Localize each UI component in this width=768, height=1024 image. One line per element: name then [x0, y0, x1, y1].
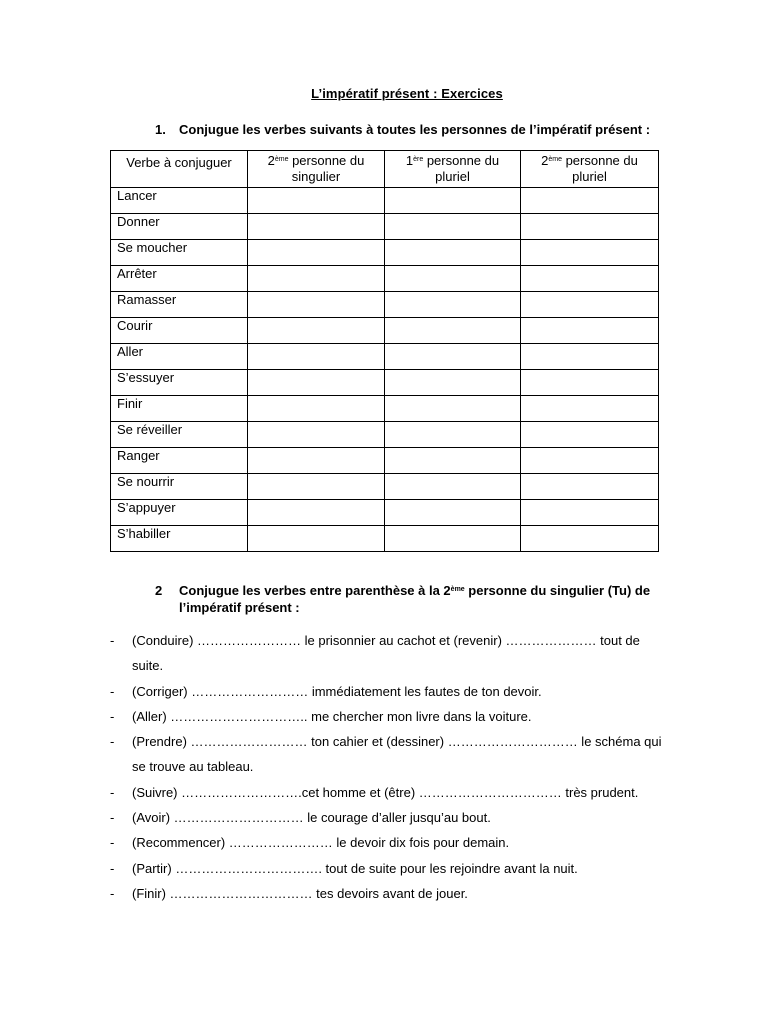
answer-cell[interactable] — [248, 292, 385, 318]
answer-cell[interactable] — [385, 422, 521, 448]
exercise-text: (Avoir) ………………………… le courage d’aller jusqu’au bout. — [132, 810, 491, 826]
verb-cell: Aller — [111, 344, 248, 370]
verb-cell: S’essuyer — [111, 370, 248, 396]
verb-cell: Se nourrir — [111, 474, 248, 500]
table-body — [111, 188, 659, 552]
answer-cell[interactable] — [521, 188, 659, 214]
table-row — [111, 474, 659, 500]
section-2-instruction-post: personne du singulier (Tu) de — [464, 583, 651, 598]
answer-cell[interactable] — [521, 240, 659, 266]
section-2-instruction-line2: l’impératif présent : — [179, 600, 300, 615]
exercise-text: (Conduire) …………………… le prisonnier au cachot et (revenir) ………………… tout de suite. — [132, 633, 640, 674]
bullet-dash: - — [110, 860, 115, 876]
table-row — [111, 500, 659, 526]
answer-cell[interactable] — [385, 318, 521, 344]
table-row — [111, 266, 659, 292]
answer-cell[interactable] — [248, 396, 385, 422]
answer-cell[interactable] — [248, 344, 385, 370]
header-2s-text: personne du — [288, 153, 365, 168]
verb-cell: S’habiller — [111, 526, 248, 552]
answer-cell[interactable] — [385, 500, 521, 526]
header-2s-sup: ème — [274, 156, 289, 163]
list-item — [110, 628, 670, 679]
exercise-text: (Corriger) ……………………… immédiatement les fautes de ton devoir. — [132, 683, 542, 699]
section-2-heading — [155, 582, 675, 618]
answer-cell[interactable] — [521, 214, 659, 240]
answer-cell[interactable] — [521, 266, 659, 292]
exercise-text: (Partir) ……………………………. tout de suite pour les rejoindre avant la nuit. — [132, 860, 578, 876]
exercise-text: (Suivre) ……………………….cet homme et (être) …………………………… très prudent. — [132, 784, 639, 800]
answer-cell[interactable] — [385, 292, 521, 318]
header-1p-line2: pluriel — [435, 169, 470, 184]
table-row — [111, 214, 659, 240]
answer-cell[interactable] — [521, 370, 659, 396]
conjugation-table — [110, 150, 659, 552]
answer-cell[interactable] — [248, 448, 385, 474]
table-header-row — [111, 151, 659, 188]
table-row — [111, 240, 659, 266]
header-2s-line2: singulier — [291, 169, 341, 184]
bullet-dash: - — [110, 784, 115, 800]
answer-cell[interactable] — [248, 214, 385, 240]
answer-cell[interactable] — [248, 266, 385, 292]
header-verb — [111, 151, 248, 188]
exercise-text: (Recommencer) …………………… le devoir dix fois pour demain. — [132, 835, 510, 851]
answer-cell[interactable] — [521, 422, 659, 448]
exercise-text: (Finir) …………………………… tes devoirs avant de jouer. — [132, 885, 468, 901]
answer-cell[interactable] — [521, 318, 659, 344]
verb-cell: Finir — [111, 396, 248, 422]
verb-cell: Arrêter — [111, 266, 248, 292]
answer-cell[interactable] — [248, 318, 385, 344]
header-1st-plural — [385, 151, 521, 188]
bullet-dash: - — [110, 734, 115, 750]
bullet-dash: - — [110, 835, 115, 851]
header-2s-number: 2 — [267, 153, 275, 168]
verb-cell: Lancer — [111, 188, 248, 214]
answer-cell[interactable] — [385, 396, 521, 422]
answer-cell[interactable] — [248, 422, 385, 448]
list-item — [110, 881, 670, 906]
answer-cell[interactable] — [248, 188, 385, 214]
list-item — [110, 805, 670, 830]
verb-cell: Se moucher — [111, 240, 248, 266]
table-row — [111, 448, 659, 474]
header-2p-text: personne du — [561, 153, 638, 168]
answer-cell[interactable] — [385, 344, 521, 370]
bullet-dash: - — [110, 810, 115, 826]
table-row — [111, 396, 659, 422]
verb-cell: Ramasser — [111, 292, 248, 318]
list-item — [110, 704, 670, 729]
header-1p-number: 1 — [405, 153, 414, 168]
answer-cell[interactable] — [385, 474, 521, 500]
list-item — [110, 729, 670, 780]
table-row — [111, 318, 659, 344]
bullet-dash: - — [110, 885, 115, 901]
answer-cell[interactable] — [521, 448, 659, 474]
header-2nd-singular — [248, 151, 385, 188]
header-verb-label: Verbe à conjuguer — [126, 155, 232, 170]
bullet-dash: - — [110, 633, 115, 648]
answer-cell[interactable] — [521, 396, 659, 422]
exercise-list — [110, 628, 670, 906]
answer-cell[interactable] — [521, 344, 659, 370]
verb-cell: Ranger — [111, 448, 248, 474]
header-2p-line2: pluriel — [572, 169, 607, 184]
section-2-number: 2 — [155, 583, 163, 598]
answer-cell[interactable] — [385, 214, 521, 240]
section-2-instruction — [179, 582, 650, 616]
verb-cell: S’appuyer — [111, 500, 248, 526]
bullet-dash: - — [110, 708, 115, 724]
answer-cell[interactable] — [385, 188, 521, 214]
page-title: L’impératif présent : Exercices — [311, 86, 503, 101]
answer-cell[interactable] — [385, 266, 521, 292]
verb-cell: Courir — [111, 318, 248, 344]
section-2-instruction-pre: Conjugue les verbes entre parenthèse à la 2 — [179, 583, 451, 598]
list-item — [110, 856, 670, 881]
section-2-instruction-sup: ème — [450, 586, 465, 593]
header-1p-sup: ère — [413, 156, 424, 163]
section-1-number: 1. — [155, 122, 166, 137]
answer-cell[interactable] — [385, 240, 521, 266]
answer-cell[interactable] — [385, 448, 521, 474]
list-item — [110, 679, 670, 704]
header-1p-text: personne du — [423, 153, 500, 168]
table-row — [111, 344, 659, 370]
section-1-instruction: Conjugue les verbes suivants à toutes les personnes de l’impératif présent : — [179, 122, 651, 137]
table-row — [111, 370, 659, 396]
exercise-text: (Aller) ………………………….. me chercher mon livre dans la voiture. — [132, 708, 532, 724]
header-2p-number: 2 — [541, 153, 549, 168]
list-item — [110, 830, 670, 855]
table-row — [111, 292, 659, 318]
answer-cell[interactable] — [385, 526, 521, 552]
table-row — [111, 422, 659, 448]
answer-cell[interactable] — [521, 526, 659, 552]
answer-cell[interactable] — [248, 526, 385, 552]
bullet-dash: - — [110, 683, 115, 699]
answer-cell[interactable] — [248, 500, 385, 526]
verb-cell: Se réveiller — [111, 422, 248, 448]
answer-cell[interactable] — [521, 292, 659, 318]
exercise-text: (Prendre) ……………………… ton cahier et (dessiner) ………………………… le schéma qui se trouve au tableau. — [132, 734, 662, 775]
header-2nd-plural — [521, 151, 659, 188]
table-row — [111, 188, 659, 214]
list-item — [110, 780, 670, 805]
answer-cell[interactable] — [385, 370, 521, 396]
answer-cell[interactable] — [248, 474, 385, 500]
answer-cell[interactable] — [248, 240, 385, 266]
verb-cell: Donner — [111, 214, 248, 240]
header-2p-sup: ème — [548, 156, 562, 163]
answer-cell[interactable] — [521, 474, 659, 500]
answer-cell[interactable] — [248, 370, 385, 396]
answer-cell[interactable] — [521, 500, 659, 526]
section-1-heading — [155, 121, 675, 139]
table-row — [111, 526, 659, 552]
